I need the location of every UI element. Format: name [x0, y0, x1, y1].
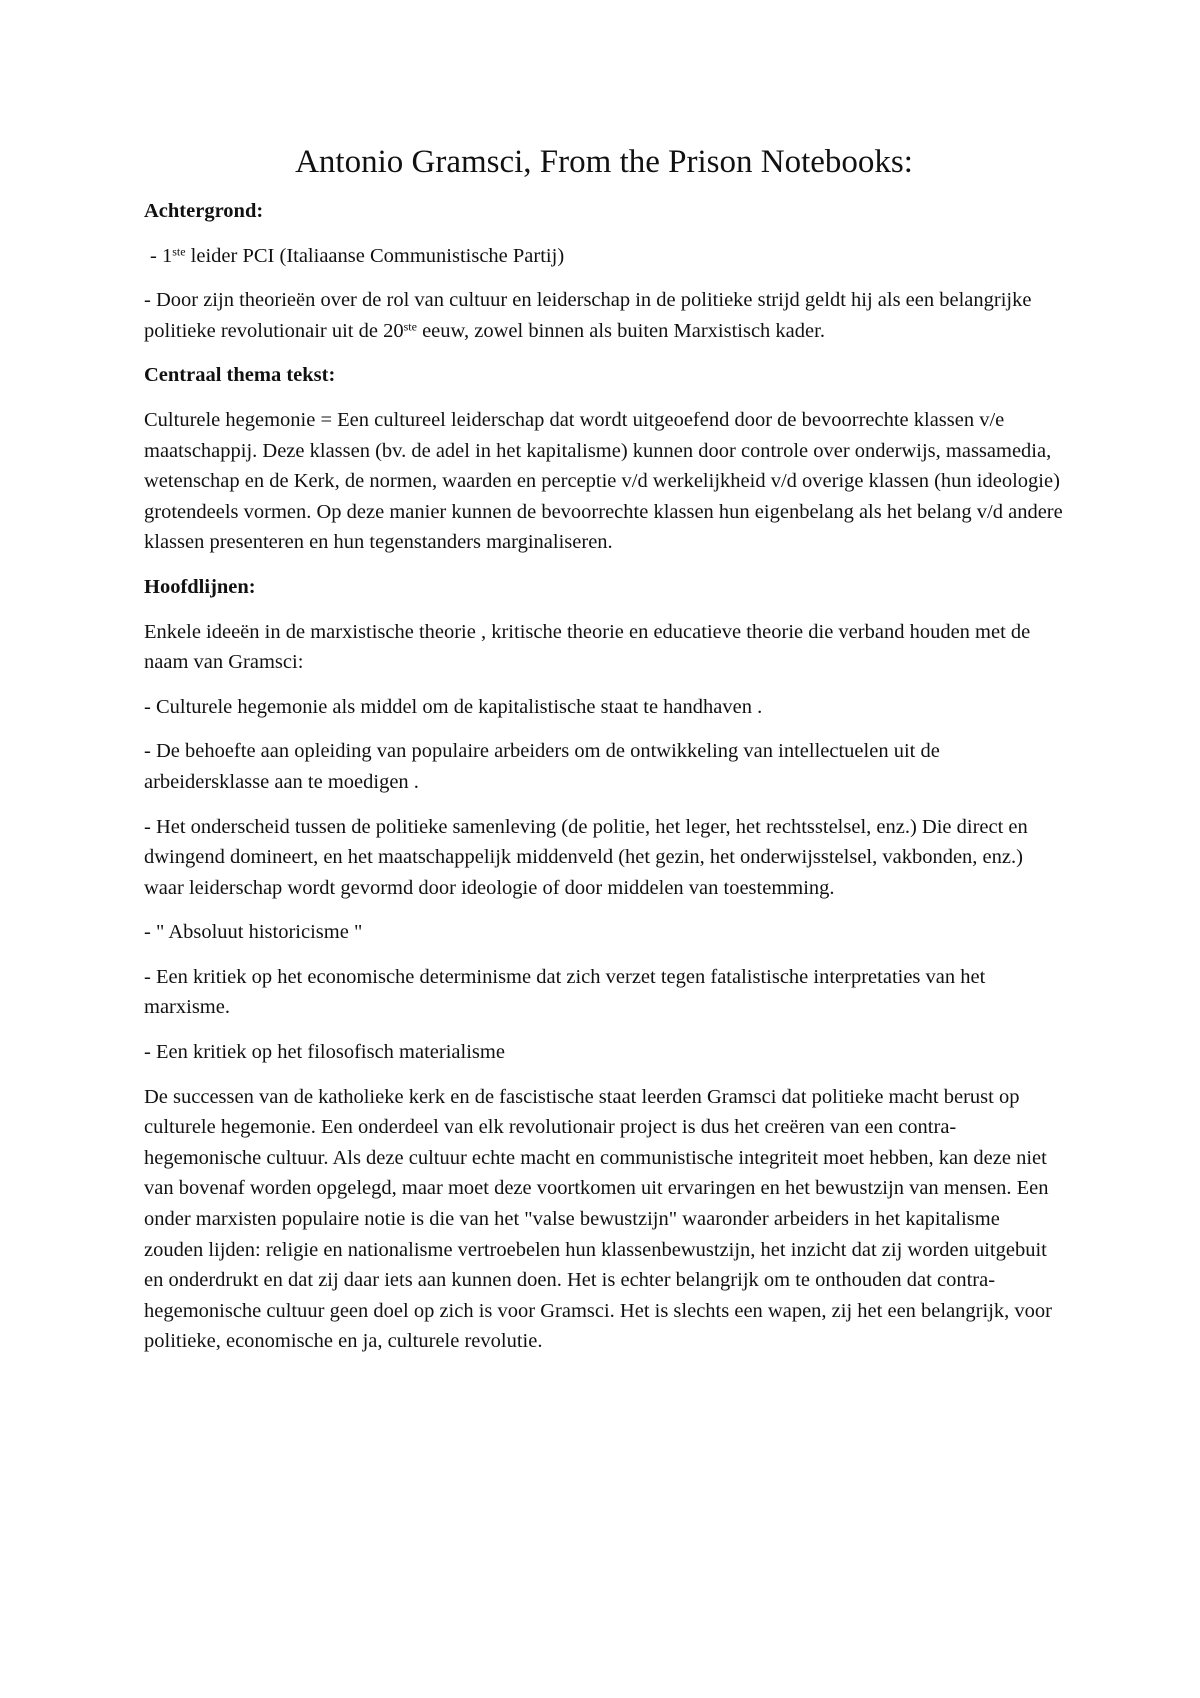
background-item-1-text: leider PCI (Italiaanse Communistische Partij) [185, 244, 565, 267]
background-item-2-rest: eeuw, zowel binnen als buiten Marxistisch kader. [416, 319, 825, 342]
background-item-1-prefix: - 1 [150, 244, 173, 267]
main-lines-item-5: - Een kritiek op het economische determinisme dat zich verzet tegen fatalistische interpretaties van het marxisme. [144, 965, 986, 1019]
heading-main-lines: Hoofdlijnen: [144, 575, 256, 598]
heading-central-theme: Centraal thema tekst: [144, 364, 336, 387]
main-lines-item-3: - Het onderscheid tussen de politieke samenleving (de politie, het leger, het rechtsstelsel, enz.) Die direct en dwingend domineert, en het maatschappelijk middenveld (het gezin, het onderwijsstelsel, vakbonden, enz.) waar leiderschap wordt gevormd door ideologie of door middelen van toestemming. [144, 815, 1028, 899]
background-item-1-sup: ste [172, 244, 186, 258]
main-lines-item-4: - " Absoluut historicisme " [144, 921, 363, 944]
main-lines-item-2: - De behoefte aan opleiding van populaire arbeiders om de ontwikkeling van intellectuelen uit de arbeidersklasse aan te moedigen . [144, 740, 940, 793]
document-title: Antonio Gramsci, From the Prison Notebooks: [295, 144, 913, 180]
central-theme-text: Culturele hegemonie = Een cultureel leiderschap dat wordt uitgeoefend door de bevoorrechte klassen v/e maatschappij. Deze klassen (bv. de adel in het kapitalisme) kunnen door controle over onderwijs, massamedia, wetenschap en de Kerk, de normen, waarden en perceptie v/d werkelijkheid v/d overige klassen (hun ideologie) grotendeels vormen. Op deze manier kunnen de bevoorrechte klassen hun eigenbelang als het belang v/d andere klassen presenteren en hun tegenstanders marginaliseren. [144, 408, 1063, 554]
heading-background: Achtergrond: [144, 200, 264, 222]
main-lines-intro: Enkele ideeën in de marxistische theorie , kritische theorie en educatieve theorie die verband houden met de naam van Gramsci: [144, 620, 1031, 674]
background-item-2-sup: ste [403, 319, 417, 334]
main-lines-item-6: - Een kritiek op het filosofisch materialisme [144, 1041, 505, 1064]
background-item-1 [144, 241, 1064, 272]
main-lines-closing: De successen van de katholieke kerk en de fascistische staat leerden Gramsci dat politieke macht berust op culturele hegemonie. Een onderdeel van elk revolutionair project is dus het creëren van een contra-hegemonische cultuur. Als deze cultuur echte macht en communistische integriteit moet hebben, kan deze niet van bovenaf worden opgelegd, maar moet deze voortkomen uit ervaringen en het bewustzijn van mensen. Een onder marxisten populaire notie is die van het "valse bewustzijn" waaronder arbeiders in het kapitalisme zouden lijden: religie en nationalisme vertroebelen hun klassenbewustzijn, het inzicht dat zij worden uitgebuit en onderdrukt en dat zij daar iets aan kunnen doen. Het is echter belangrijk om te onthouden dat contra-hegemonische cultuur geen doel op zich is voor Gramsci. Het is slechts een wapen, zij het een belangrijk, voor politieke, economische en ja, culturele revolutie. [144, 1085, 1052, 1353]
background-item-2-text: - Door zijn theorieën over de rol van cultuur en leiderschap in de politieke strijd geldt hij als een belangrijke politieke revolutionair uit de 20 [144, 289, 1032, 342]
document-page [144, 142, 1064, 1371]
background-item-2 [144, 285, 1064, 346]
main-lines-item-1: - Culturele hegemonie als middel om de kapitalistische staat te handhaven . [144, 695, 763, 718]
